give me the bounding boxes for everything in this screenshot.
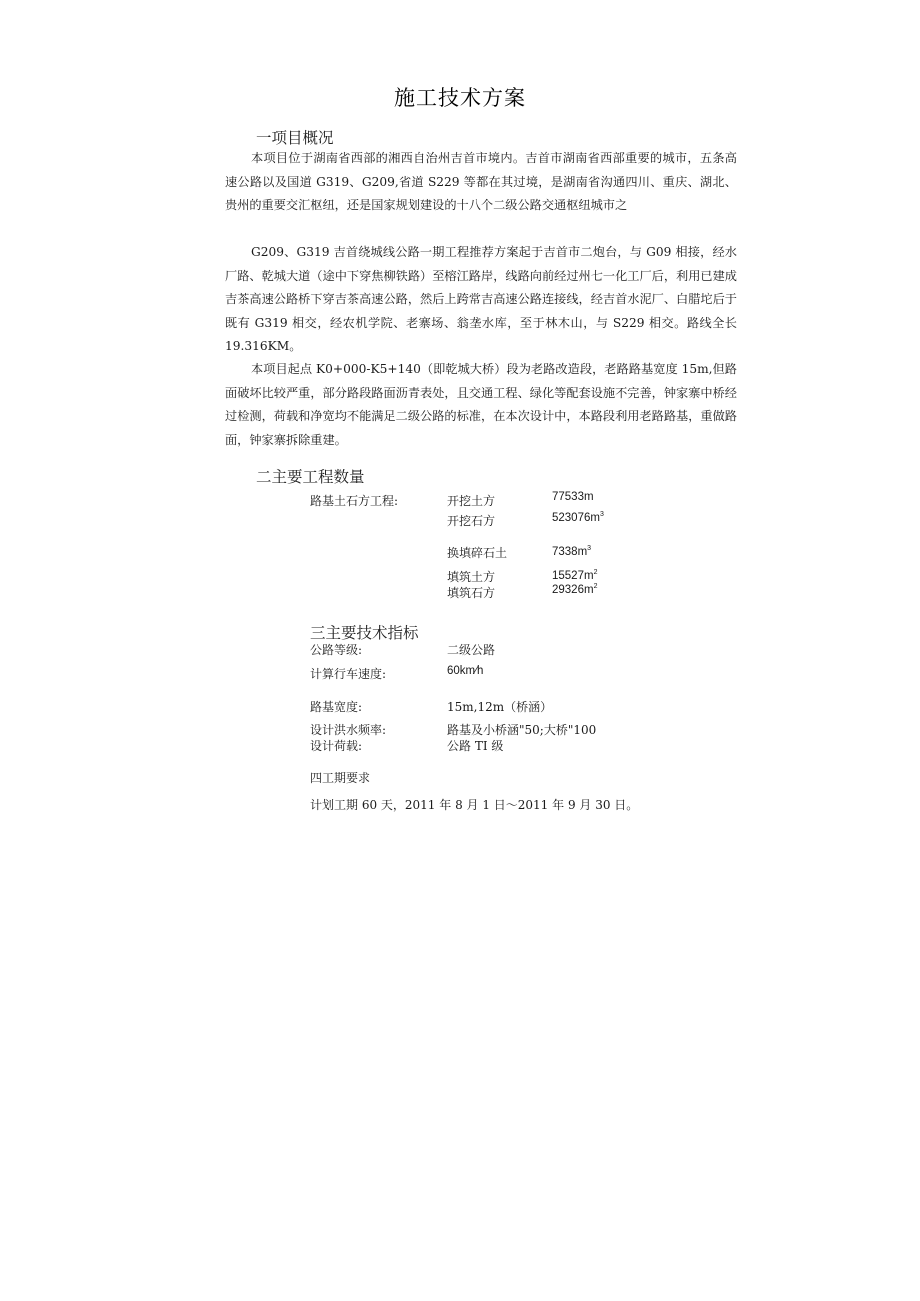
schedule-text: 计划工期 60 天，2011 年 8 月 1 日～2011 年 9 月 30 日。 — [310, 798, 639, 812]
quantity-item-name: 开挖土方 — [447, 494, 496, 508]
overview-paragraph-2: G209、G319 吉首绕城线公路一期工程推荐方案起于吉首市二炮台，与 G09 相接，经水厂路、乾城大道（途中下穿焦柳铁路）至榕江路岸，线路向前经过州七一化工厂后，利用已建成吉茶高速公路桥下穿吉茶高速公路，然后上跨常吉高速公路连接线，经吉首水泥厂、白腊坨后于既有 G319 相交，经农机学院、老寨场、翁垄水库，至于林木山，与 S229 相交。路线全长 19.316KM。 — [225, 245, 737, 353]
spec-value: 二级公路 — [447, 643, 496, 657]
spec-label: 公路等级: — [310, 643, 363, 657]
section-heading-schedule: 四工期要求 — [310, 771, 371, 785]
overview-paragraph-3: 本项目起点 K0+000-K5+140（即乾城大桥）段为老路改造段，老路路基宽度 15m,但路面破坏比较严重，部分路段路面沥青表处，且交通工程、绿化等配套设施不完善，钟家寨中桥经过检测，荷载和净宽均不能满足二级公路的标准，在本次设计中，本路段利用老路路基，重做路面，钟家寨拆除重建。 — [225, 362, 737, 447]
spec-value: 60km∕h — [447, 665, 484, 677]
quantity-item-name: 开挖石方 — [447, 514, 496, 528]
section-heading-overview: 一项目概况 — [256, 129, 334, 147]
quantity-item-value: $15527m^2$ — [552, 569, 598, 582]
quantity-item-value: 77533m — [552, 491, 594, 503]
quantity-item-name: 填筑石方 — [447, 586, 496, 600]
spec-label: 设计荷载: — [310, 739, 363, 753]
spec-value: 路基及小桥涵"50;大桥"100 — [447, 723, 597, 737]
document-title: 施工技术方案 — [394, 86, 526, 110]
quantity-item-value: $523076m^3$ — [552, 511, 604, 524]
spec-label: 路基宽度: — [310, 700, 363, 714]
spec-label: 计算行车速度: — [310, 667, 387, 681]
spec-value: 15m,12m（桥涵） — [447, 700, 553, 714]
spec-label: 设计洪水频率: — [310, 723, 387, 737]
quantity-item-value: $7338m^3$ — [552, 545, 592, 558]
quantities-category-label: 路基土石方工程: — [310, 494, 399, 508]
section-heading-specs: 三主要技术指标 — [310, 624, 419, 642]
quantity-item-name: 换填碎石土 — [447, 546, 508, 560]
section-heading-quantities: 二主要工程数量 — [256, 468, 365, 486]
spec-value: 公路 TI 级 — [447, 739, 504, 753]
quantity-item-value: $29326m^2$ — [552, 583, 598, 596]
overview-paragraph-1: 本项目位于湖南省西部的湘西自治州吉首市境内。吉首市湖南省西部重要的城市，五条高速公路以及国道 G319、G209,省道 S229 等都在其过境，是湖南省沟通四川、重庆、湖北、贵州的重要交汇枢纽，还是国家规划建设的十八个二级公路交通枢纽城市之 — [225, 151, 737, 212]
quantity-item-name: 填筑土方 — [447, 570, 496, 584]
